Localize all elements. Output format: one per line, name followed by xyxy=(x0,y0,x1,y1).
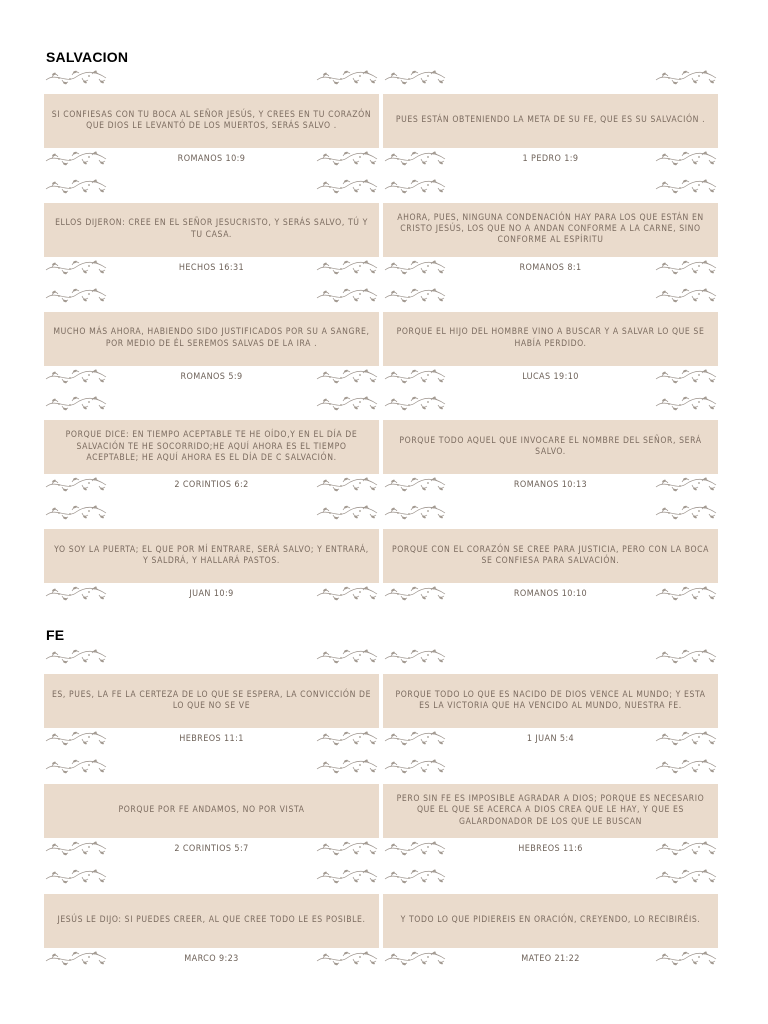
verse-text: JESÚS LE DIJO: SI PUEDES CREER, AL QUE CREE TODO LE ES POSIBLE. xyxy=(57,915,366,926)
verse-reference: 2 CORINTIOS 5:7 xyxy=(174,844,249,854)
verse-band xyxy=(44,94,379,148)
verse-card xyxy=(44,501,379,608)
floral-vine-icon xyxy=(654,286,718,304)
verse-reference: LUCAS 19:10 xyxy=(522,371,579,382)
verse-band xyxy=(383,312,718,366)
verse-band xyxy=(44,203,379,257)
verse-text: SI CONFIESAS CON TU BOCA AL SEÑOR JESÚS, Y CREES EN TU CORAZÓN QUE DIOS LE LEVANTÓ DE LOS MUERTOS, SERÁS SALVO . xyxy=(51,109,372,131)
verse-text: YO SOY LA PUERTA; EL QUE POR MÍ ENTRARE, SERÁ SALVO; Y ENTRARÁ, Y SALDRÁ, Y HALLARÁ PASTOS. xyxy=(54,544,369,567)
floral-vine-icon xyxy=(654,68,718,86)
verse-band xyxy=(44,529,379,583)
floral-vine-icon xyxy=(315,68,379,86)
verse-band xyxy=(44,894,379,948)
floral-vine-icon xyxy=(383,177,447,195)
verse-band xyxy=(383,894,718,948)
verse-card xyxy=(44,66,379,173)
verse-reference: ROMANOS 10:13 xyxy=(513,480,588,491)
verse-reference: ROMANOS 10:10 xyxy=(513,589,588,600)
floral-vine-icon xyxy=(383,68,447,86)
verse-reference: HEBREOS 11:6 xyxy=(518,844,583,854)
verse-text: PORQUE TODO AQUEL QUE INVOCARE EL NOMBRE DEL SEÑOR, SERÁ SALVO. xyxy=(399,436,702,458)
floral-vine-icon xyxy=(383,394,447,412)
verse-text: PERO SIN FE ES IMPOSIBLE AGRADAR A DIOS; PORQUE ES NECESARIO QUE EL QUE SE ACERCA A DIOS CREA QUE LE HAY, Y QUE ES GALARDONADOR DE LOS QUE LE BUSCAN xyxy=(396,793,705,827)
floral-vine-icon xyxy=(44,286,108,304)
verse-card xyxy=(44,284,379,391)
verse-reference: JUAN 10:9 xyxy=(189,589,234,600)
verse-text: MUCHO MÁS AHORA, HABIENDO SIDO JUSTIFICADOS POR SU A SANGRE, POR MEDIO DE ÉL SEREMOS SALVAS DE LA IRA . xyxy=(53,327,370,349)
verse-card xyxy=(383,645,718,753)
floral-vine-icon xyxy=(654,647,718,665)
verse-card xyxy=(44,392,379,499)
floral-vine-icon xyxy=(654,867,718,885)
verse-band xyxy=(383,94,718,148)
floral-vine-icon xyxy=(44,177,108,195)
fe-cards-grid xyxy=(44,645,718,975)
verse-text: PUES ESTÁN OBTENIENDO LA META DE SU FE, QUE ES SU SALVACIÓN . xyxy=(395,115,706,126)
floral-vine-icon xyxy=(383,757,447,775)
verse-card xyxy=(44,175,379,282)
verse-card xyxy=(383,284,718,391)
floral-vine-icon xyxy=(44,68,108,86)
verse-band xyxy=(44,674,379,728)
verse-card xyxy=(44,755,379,863)
verse-reference: HECHOS 16:31 xyxy=(178,262,245,273)
verse-reference: ROMANOS 8:1 xyxy=(519,262,582,273)
verse-band xyxy=(383,420,718,474)
salvacion-cards-grid xyxy=(44,66,718,610)
floral-vine-icon xyxy=(44,394,108,412)
floral-vine-icon xyxy=(315,867,379,885)
verse-reference: HEBREOS 11:1 xyxy=(179,734,244,744)
verse-band xyxy=(383,203,718,257)
verse-card xyxy=(383,755,718,863)
section-title-salvacion: SALVACION xyxy=(46,49,129,65)
floral-vine-icon xyxy=(383,503,447,521)
verse-card xyxy=(383,175,718,282)
verse-reference: MARCO 9:23 xyxy=(184,954,239,964)
verse-band xyxy=(44,420,379,474)
verse-reference: 1 PEDRO 1:9 xyxy=(522,154,579,164)
floral-vine-icon xyxy=(315,647,379,665)
verse-text: PORQUE POR FE ANDAMOS, NO POR VISTA xyxy=(118,805,305,816)
verse-text: PORQUE EL HIJO DEL HOMBRE VINO A BUSCAR Y A SALVAR LO QUE SE HABÍA PERDIDO. xyxy=(396,327,705,349)
floral-vine-icon xyxy=(44,647,108,665)
floral-vine-icon xyxy=(44,867,108,885)
verse-text: PORQUE CON EL CORAZÓN SE CREE PARA JUSTICIA, PERO CON LA BOCA SE CONFIESA PARA SALVACIÓN. xyxy=(391,544,710,567)
floral-vine-icon xyxy=(315,503,379,521)
verse-band xyxy=(383,784,718,838)
floral-vine-icon xyxy=(44,503,108,521)
floral-vine-icon xyxy=(654,503,718,521)
floral-vine-icon xyxy=(383,867,447,885)
floral-vine-icon xyxy=(315,757,379,775)
verse-reference: 2 CORINTIOS 6:2 xyxy=(174,480,249,491)
floral-vine-icon xyxy=(315,394,379,412)
floral-vine-icon xyxy=(315,177,379,195)
verse-band xyxy=(383,674,718,728)
verse-band xyxy=(44,784,379,838)
verse-card xyxy=(383,66,718,173)
floral-vine-icon xyxy=(383,286,447,304)
verse-card xyxy=(383,392,718,499)
verse-text: Y TODO LO QUE PIDIEREIS EN ORACIÓN, CREYENDO, LO RECIBIRÉIS. xyxy=(400,915,701,926)
floral-vine-icon xyxy=(654,177,718,195)
floral-vine-icon xyxy=(383,647,447,665)
verse-card xyxy=(383,501,718,608)
verse-reference: MATEO 21:22 xyxy=(521,954,580,964)
floral-vine-icon xyxy=(654,394,718,412)
verse-text: PORQUE TODO LO QUE ES NACIDO DE DIOS VENCE AL MUNDO; Y ESTA ES LA VICTORIA QUE HA VENCIDO AL MUNDO, NUESTRA FE. xyxy=(395,689,706,711)
verse-card xyxy=(383,865,718,973)
verse-reference: 1 JUAN 5:4 xyxy=(526,734,575,744)
verse-text: PORQUE DICE: EN TIEMPO ACEPTABLE TE HE OÍDO,Y EN EL DÍA DE SALVACIÓN TE HE SOCORRIDO;HE AQUÍ AHORA ES EL TIEMPO ACEPTABLE; HE AQUÍ AHORA ES EL DÍA DE C SALVACIÓN. xyxy=(65,430,358,464)
verse-text: AHORA, PUES, NINGUNA CONDENACIÓN HAY PARA LOS QUE ESTÁN EN CRISTO JESÚS, LOS QUE NO A ANDAN CONFORME A LA CARNE, SINO CONFORME AL ESPÍRITU xyxy=(397,212,704,246)
verse-reference: ROMANOS 10:9 xyxy=(177,154,246,164)
floral-vine-icon xyxy=(315,286,379,304)
section-title-fe: FE xyxy=(46,627,65,643)
verse-text: ES, PUES, LA FE LA CERTEZA DE LO QUE SE ESPERA, LA CONVICCIÓN DE LO QUE NO SE VE xyxy=(51,689,372,711)
verse-text: ELLOS DIJERON: CREE EN EL SEÑOR JESUCRISTO, Y SERÁS SALVO, TÚ Y TU CASA. xyxy=(55,218,368,240)
verse-reference: ROMANOS 5:9 xyxy=(180,371,243,382)
verse-card xyxy=(44,645,379,753)
verse-card xyxy=(44,865,379,973)
floral-vine-icon xyxy=(44,757,108,775)
floral-vine-icon xyxy=(654,757,718,775)
verse-band xyxy=(383,529,718,583)
verse-band xyxy=(44,312,379,366)
